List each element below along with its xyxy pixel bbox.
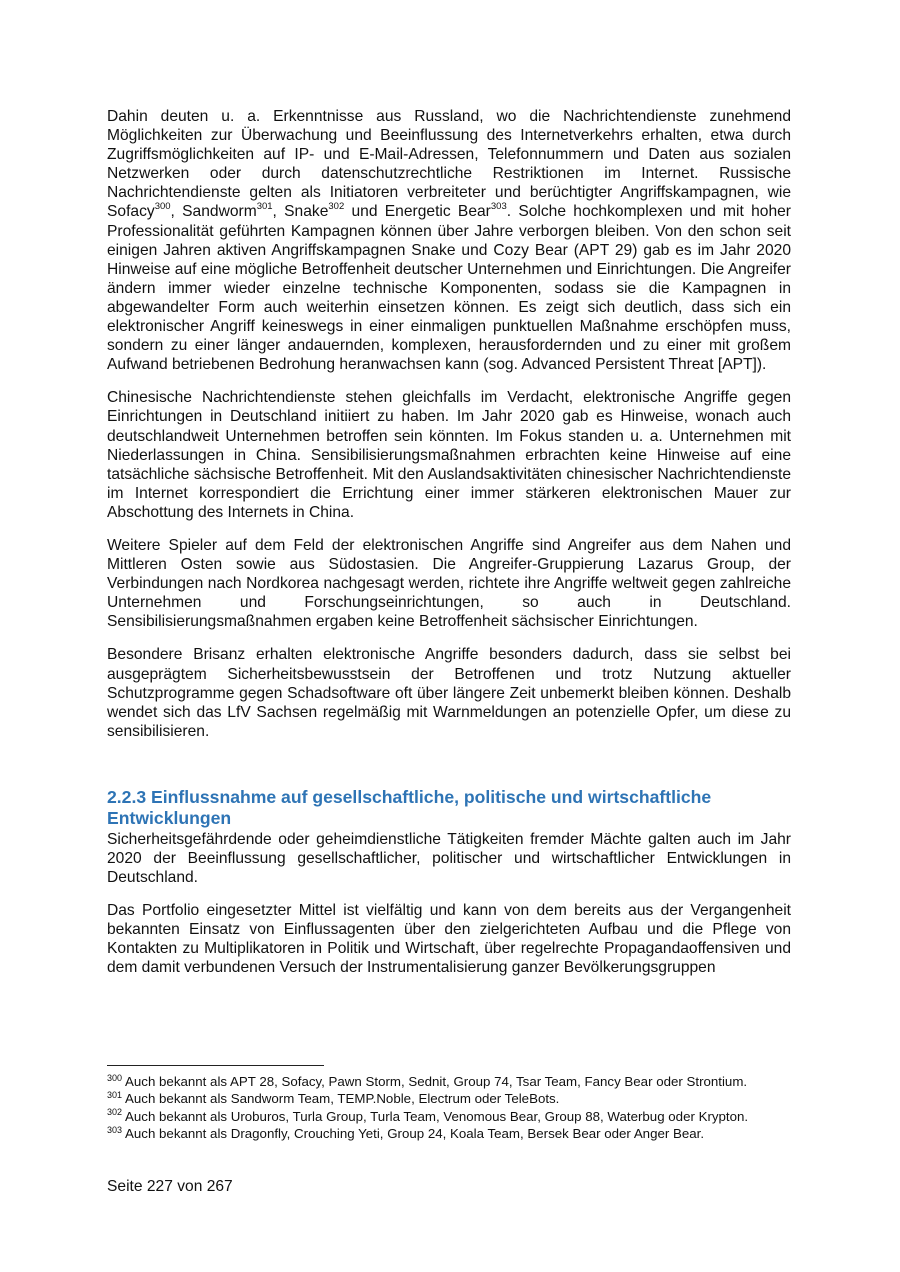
paragraph-middle-east: Weitere Spieler auf dem Feld der elektronischen Angriffe sind Angreifer aus dem Nahen und Mittleren Osten sowie aus Südostasien. Die Angreifer-Gruppierung Lazarus Group, der Verbindungen nach Nordkorea nachgesagt werden, richtete ihre Angriffe weltweit gegen zahlreiche Unternehmen und Forschungseinrichtungen, so auch in Deutschland. Sensibilisierungsmaßnahmen ergaben keine Betroffenheit sächsischer Einrichtungen. [107,536,791,631]
footnote-301 [107,1090,791,1107]
footnote-number: 301 [107,1089,123,1100]
footnote-ref-301[interactable]: 301 [256,201,273,213]
footnote-number: 303 [107,1124,123,1135]
page-number: Seite 227 von 267 [107,1178,233,1195]
footnote-ref-300[interactable]: 300 [154,201,171,213]
footnote-text: Auch bekannt als Dragonfly, Crouching Yeti, Group 24, Koala Team, Bersek Bear oder Anger Bear. [125,1126,705,1142]
footnote-text: Auch bekannt als APT 28, Sofacy, Pawn Storm, Sednit, Group 74, Tsar Team, Fancy Bear oder Strontium. [125,1074,748,1089]
footnote-number: 300 [107,1072,123,1083]
paragraph-text: , Sandworm [170,203,257,221]
paragraph-russia [107,107,791,374]
paragraph-text: . Solche hochkomplexen und mit hoher Professionalität geführten Kampagnen können über Jahre verborgen bleiben. Von den schon seit einigen Jahren aktiven Angriffskampagnen Snake und Cozy Bear (APT 29) gab es im Jahr 2020 Hinweise auf eine mögliche Betroffenheit deutscher Unternehmen und Einrichtungen. Die Angreifer ändern immer wieder einzelne technische Komponenten, sodass sie die Kampagnen in abgewandelter Form auch weiterhin einsetzen können. Es zeigt sich deutlich, dass sich ein elektronischer Angriff keineswegs in einer einmaligen punktuellen Maßnahme erschöpfen muss, sondern zu einer länger andauernden, komplexen, herausfordernden und zu einer mit großem Aufwand betriebenen Bedrohung heranwachsen kann (sog. Advanced Persistent Threat [APT]). [107,203,791,374]
footnote-300 [107,1073,791,1090]
body-text [107,107,791,992]
footnote-number: 302 [107,1107,123,1118]
paragraph-portfolio: Das Portfolio eingesetzter Mittel ist vielfältig und kann von dem bereits aus der Vergangenheit bekannten Einsatz von Einflussagenten über den zielgerichteten Aufbau und die Pflege von Kontakten zu Multiplikatoren in Politik und Wirtschaft, über regelrechte Propagandaoffensiven und dem damit verbundenen Versuch der Instrumentalisierung ganzer Bevölkerungsgruppen [107,902,791,977]
footnote-ref-302[interactable]: 302 [328,201,345,213]
paragraph-influence-intro: Sicherheitsgefährdende oder geheimdienstliche Tätigkeiten fremder Mächte galten auch im Jahr 2020 der Beeinflussung gesellschaftlicher, politischer und wirtschaftlicher Entwicklungen in Deutschland. [107,830,791,887]
paragraph-brisanz: Besondere Brisanz erhalten elektronische Angriffe besonders dadurch, dass sie selbst bei ausgeprägtem Sicherheitsbewusstsein der Betroffenen und trotz Nutzung aktueller Schutzprogramme gegen Schadsoftware oft über längere Zeit unbemerkt bleiben können. Deshalb wendet sich das LfV Sachsen regelmäßig mit Warnmeldungen an potenzielle Opfer, um diese zu sensibilisieren. [107,646,791,740]
paragraph-text: , Snake [272,203,329,221]
footnotes [107,1073,791,1143]
footnote-separator [107,1065,324,1066]
footnote-ref-303[interactable]: 303 [490,201,507,213]
paragraph-china: Chinesische Nachrichtendienste stehen gleichfalls im Verdacht, elektronische Angriffe gegen Einrichtungen in Deutschland initiiert zu haben. Im Jahr 2020 gab es Hinweise, wonach auch deutschlandweit Unternehmen betroffen sein könnten. Im Fokus standen u. a. Unternehmen mit Niederlassungen in China. Sensibilisierungsmaßnahmen erbrachten keine Hinweise auf eine tatsächliche sächsische Betroffenheit. Mit den Auslandsaktivitäten chinesischer Nachrichtendienste im Internet korrespondiert die Errichtung einer immer stärkeren elektronischen Mauer zur Abschottung des Internets in China. [107,389,791,521]
paragraph-text: Dahin deuten u. a. Erkenntnisse aus Russland, wo die Nachrichtendienste zunehmend Möglichkeiten zur Überwachung und Beeinflussung des Internetverkehrs erhalten, etwa durch Zugriffsmöglichkeiten auf IP- und E-Mail-Adressen, Telefonnummern und Daten aus sozialen Netzwerken oder durch datenschutzrechtliche Restriktionen im Internet. Russische Nachrichtendienste gelten als Initiatoren verbreiteter und berüchtigter Angriffskampagnen, wie Sofacy [107,108,791,221]
paragraph-text: und Energetic Bear [344,203,491,221]
footnote-303 [107,1125,791,1142]
section-heading: 2.2.3 Einflussnahme auf gesellschaftliche, politische und wirtschaftliche Entwicklungen [107,786,712,829]
footnote-text: Auch bekannt als Sandworm Team, TEMP.Noble, Electrum oder TeleBots. [125,1091,560,1107]
footnote-302 [107,1108,791,1125]
footnote-text: Auch bekannt als Uroburos, Turla Group, Turla Team, Venomous Bear, Group 88, Waterbug oder Krypton. [125,1108,749,1124]
